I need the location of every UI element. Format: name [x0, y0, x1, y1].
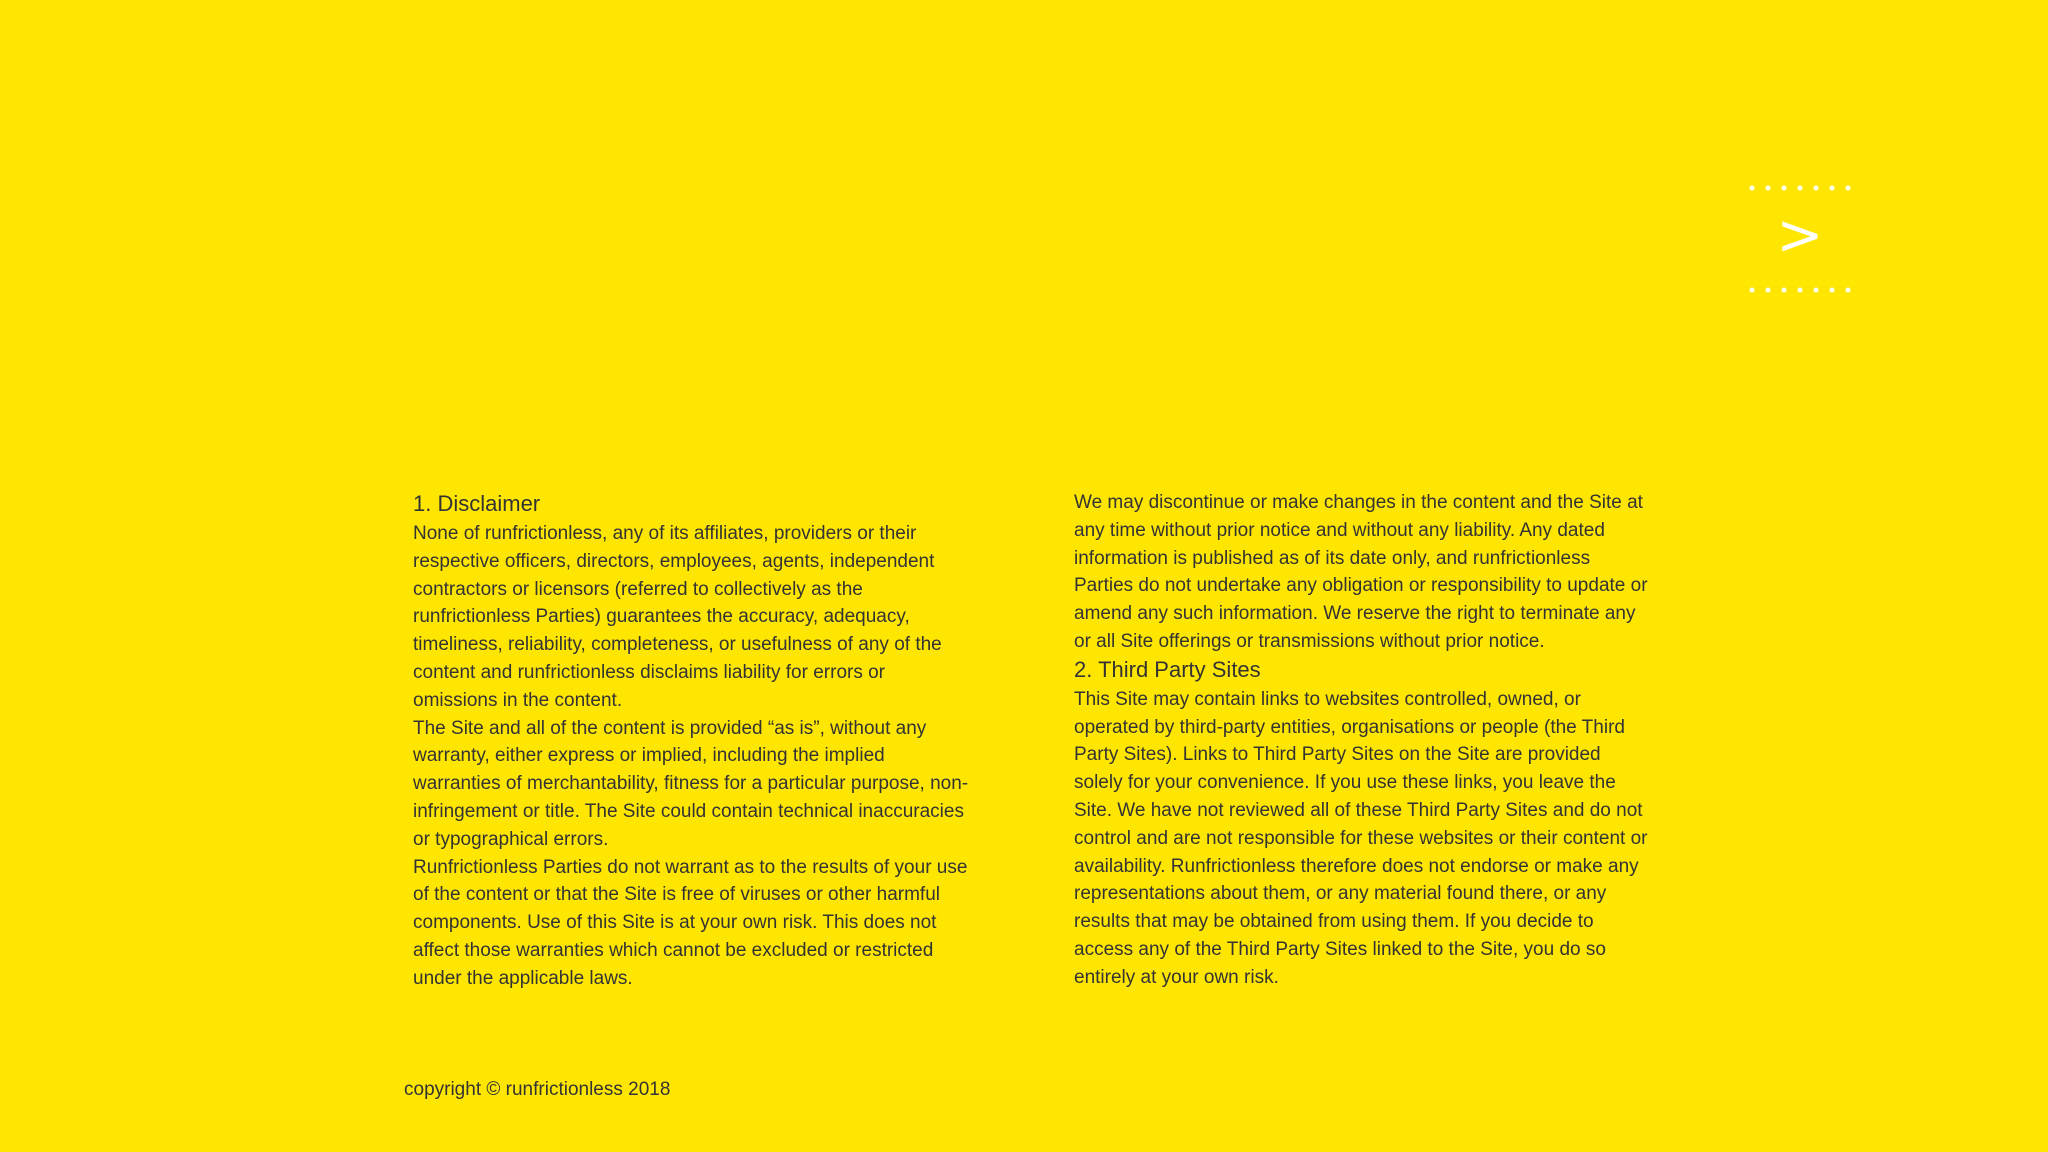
third-party-heading: 2. Third Party Sites — [1074, 656, 1261, 682]
third-party-column — [1074, 489, 1654, 992]
third-party-paragraph: This Site may contain links to websites controlled, owned, or operated by third-party entities, organisations or people (the Third Party Sites). Links to Third Party Sites on the Site are provided solely for your convenience. If you use these links, you leave the Site. We have not reviewed all of these Third Party Sites and do not control and are not responsible for these websites or their content or availability. Runfrictionless therefore does not endorse or make any representations about them, or any material found there, or any results that may be obtained from using them. If you decide to access any of the Third Party Sites linked to the Site, you do so entirely at your own risk. — [1074, 688, 1648, 988]
disclaimer-heading: 1. Disclaimer — [413, 491, 541, 516]
disclaimer-paragraph-1: None of runfrictionless, any of its affiliates, providers or their respective officers, directors, employees, agents, independent contractors or licensors (referred to collectively as the runfrictionless Parties) guarantees the accuracy, adequacy, timeliness, reliability, completeness, or usefulness of any of the content and runfrictionless disclaims liability for errors or omissions in the content. — [413, 523, 942, 711]
disclaimer-paragraph-2: The Site and all of the content is provided “as is”, without any warranty, either express or implied, including the implied warranties of merchantability, fitness for a particular purpose, non-infringement or title. The Site could contain technical inaccuracies or typographical errors. — [413, 717, 969, 850]
disclaimer-paragraph-3: Runfrictionless Parties do not warrant as to the results of your use of the content or that the Site is free of viruses or other harmful components. Use of this Site is at your own risk. This does not affect those warranties which cannot be excluded or restricted under the applicable laws. — [413, 856, 968, 989]
chevron-right-icon: > — [1776, 203, 1824, 268]
copyright-text: copyright © runfrictionless 2018 — [404, 1079, 671, 1100]
dotted-line-bottom — [1744, 287, 1856, 293]
next-arrow-button[interactable] — [1740, 180, 1860, 298]
disclaimer-column — [413, 488, 973, 993]
changes-paragraph: We may discontinue or make changes in the content and the Site at any time without prior notice and without any liability. Any dated information is published as of its date only, and runfrictionless Parties do not undertake any obligation or responsibility to update or amend any such information. We reserve the right to terminate any or all Site offerings or transmissions without prior notice. — [1074, 492, 1648, 652]
dotted-line-top — [1744, 185, 1856, 191]
